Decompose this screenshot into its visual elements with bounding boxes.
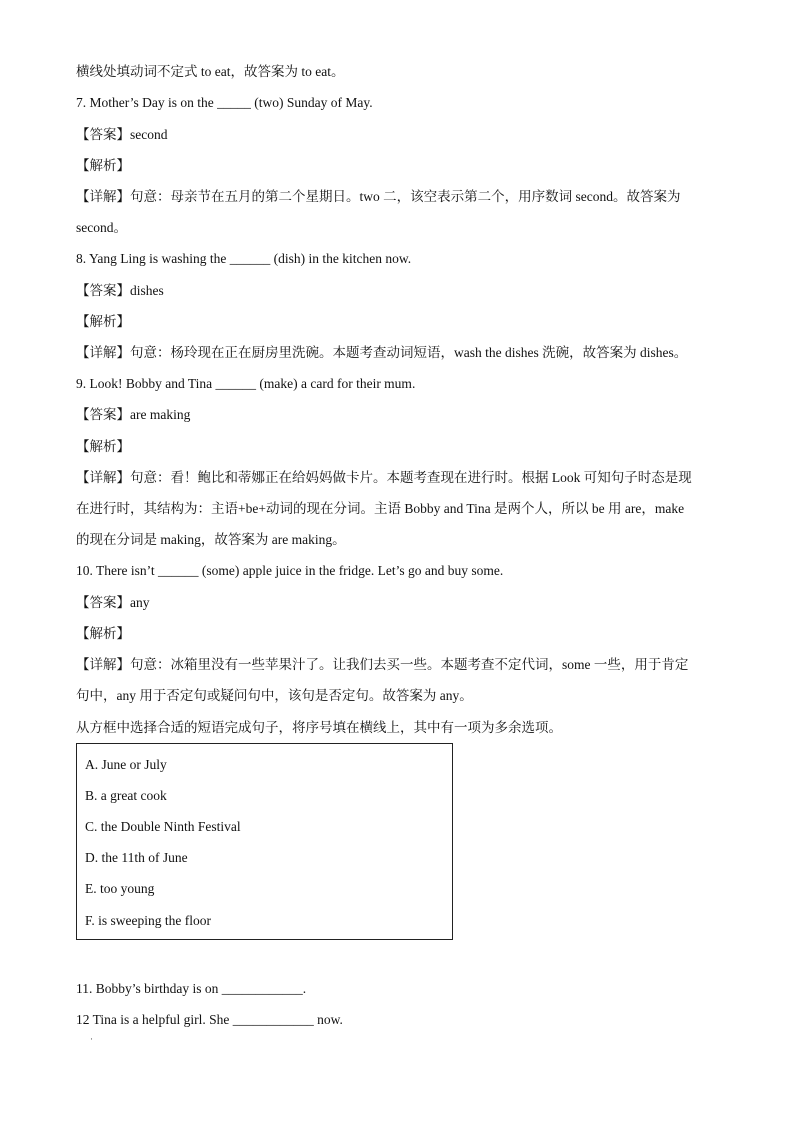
options-box bbox=[76, 743, 453, 940]
analysis-label-10: 【解析】 bbox=[76, 626, 130, 641]
detail-8-line-1: 【详解】句意：杨玲现在正在厨房里洗碗。本题考查动词短语，wash the dishes 洗碗，故答案为 dishes。 bbox=[76, 345, 688, 360]
detail-9-line-2: 在进行时，其结构为：主语+be+动词的现在分词。主语 Bobby and Tina 是两个人，所以 be 用 are，make bbox=[76, 501, 685, 516]
answer-7: 【答案】second bbox=[76, 127, 168, 142]
option-c: C. the Double Ninth Festival bbox=[85, 819, 241, 834]
option-f: F. is sweeping the floor bbox=[85, 913, 212, 928]
answer-8: 【答案】dishes bbox=[76, 283, 164, 298]
section-instruction: 从方框中选择合适的短语完成句子，将序号填在横线上，其中有一项为多余选项。 bbox=[76, 720, 562, 735]
answer-10: 【答案】any bbox=[76, 595, 150, 610]
detail-7-line-1: 【详解】句意：母亲节在五月的第二个星期日。two 二，该空表示第二个，用序数词 second。故答案为 bbox=[76, 189, 681, 204]
analysis-label-7: 【解析】 bbox=[76, 158, 130, 173]
answer-9: 【答案】are making bbox=[76, 407, 191, 422]
detail-7-line-2: second。 bbox=[76, 220, 127, 235]
option-d: D. the 11th of June bbox=[85, 850, 188, 865]
detail-9-line-1: 【详解】句意：看！鲍比和蒂娜正在给妈妈做卡片。本题考查现在进行时。根据 Look 可知句子时态是现 bbox=[76, 470, 692, 485]
option-a: A. June or July bbox=[85, 757, 167, 772]
question-7: 7. Mother’s Day is on the _____ (two) Sunday of May. bbox=[76, 95, 373, 110]
question-11: 11. Bobby’s birthday is on ____________. bbox=[76, 981, 307, 996]
detail-9-line-3: 的现在分词是 making，故答案为 are making。 bbox=[76, 532, 346, 547]
analysis-label-9: 【解析】 bbox=[76, 439, 130, 454]
option-b: B. a great cook bbox=[85, 788, 167, 803]
option-e: E. too young bbox=[85, 881, 155, 896]
question-9: 9. Look! Bobby and Tina ______ (make) a card for their mum. bbox=[76, 376, 416, 391]
question-10: 10. There isn’t ______ (some) apple juice in the fridge. Let’s go and buy some. bbox=[76, 563, 504, 578]
question-12: 12 Tina is a helpful girl. She ____________ now. bbox=[76, 1012, 343, 1027]
analysis-label-8: 【解析】 bbox=[76, 314, 130, 329]
footer-mark: · bbox=[90, 1034, 93, 1044]
detail-10-line-2: 句中，any 用于否定句或疑问句中，该句是否定句。故答案为 any。 bbox=[76, 688, 473, 703]
detail-10-line-1: 【详解】句意：冰箱里没有一些苹果汁了。让我们去买一些。本题考查不定代词，some 一些，用于肯定 bbox=[76, 657, 689, 672]
text-line-answer-continuation: 横线处填动词不定式 to eat，故答案为 to eat。 bbox=[76, 64, 345, 79]
question-8: 8. Yang Ling is washing the ______ (dish) in the kitchen now. bbox=[76, 251, 412, 266]
